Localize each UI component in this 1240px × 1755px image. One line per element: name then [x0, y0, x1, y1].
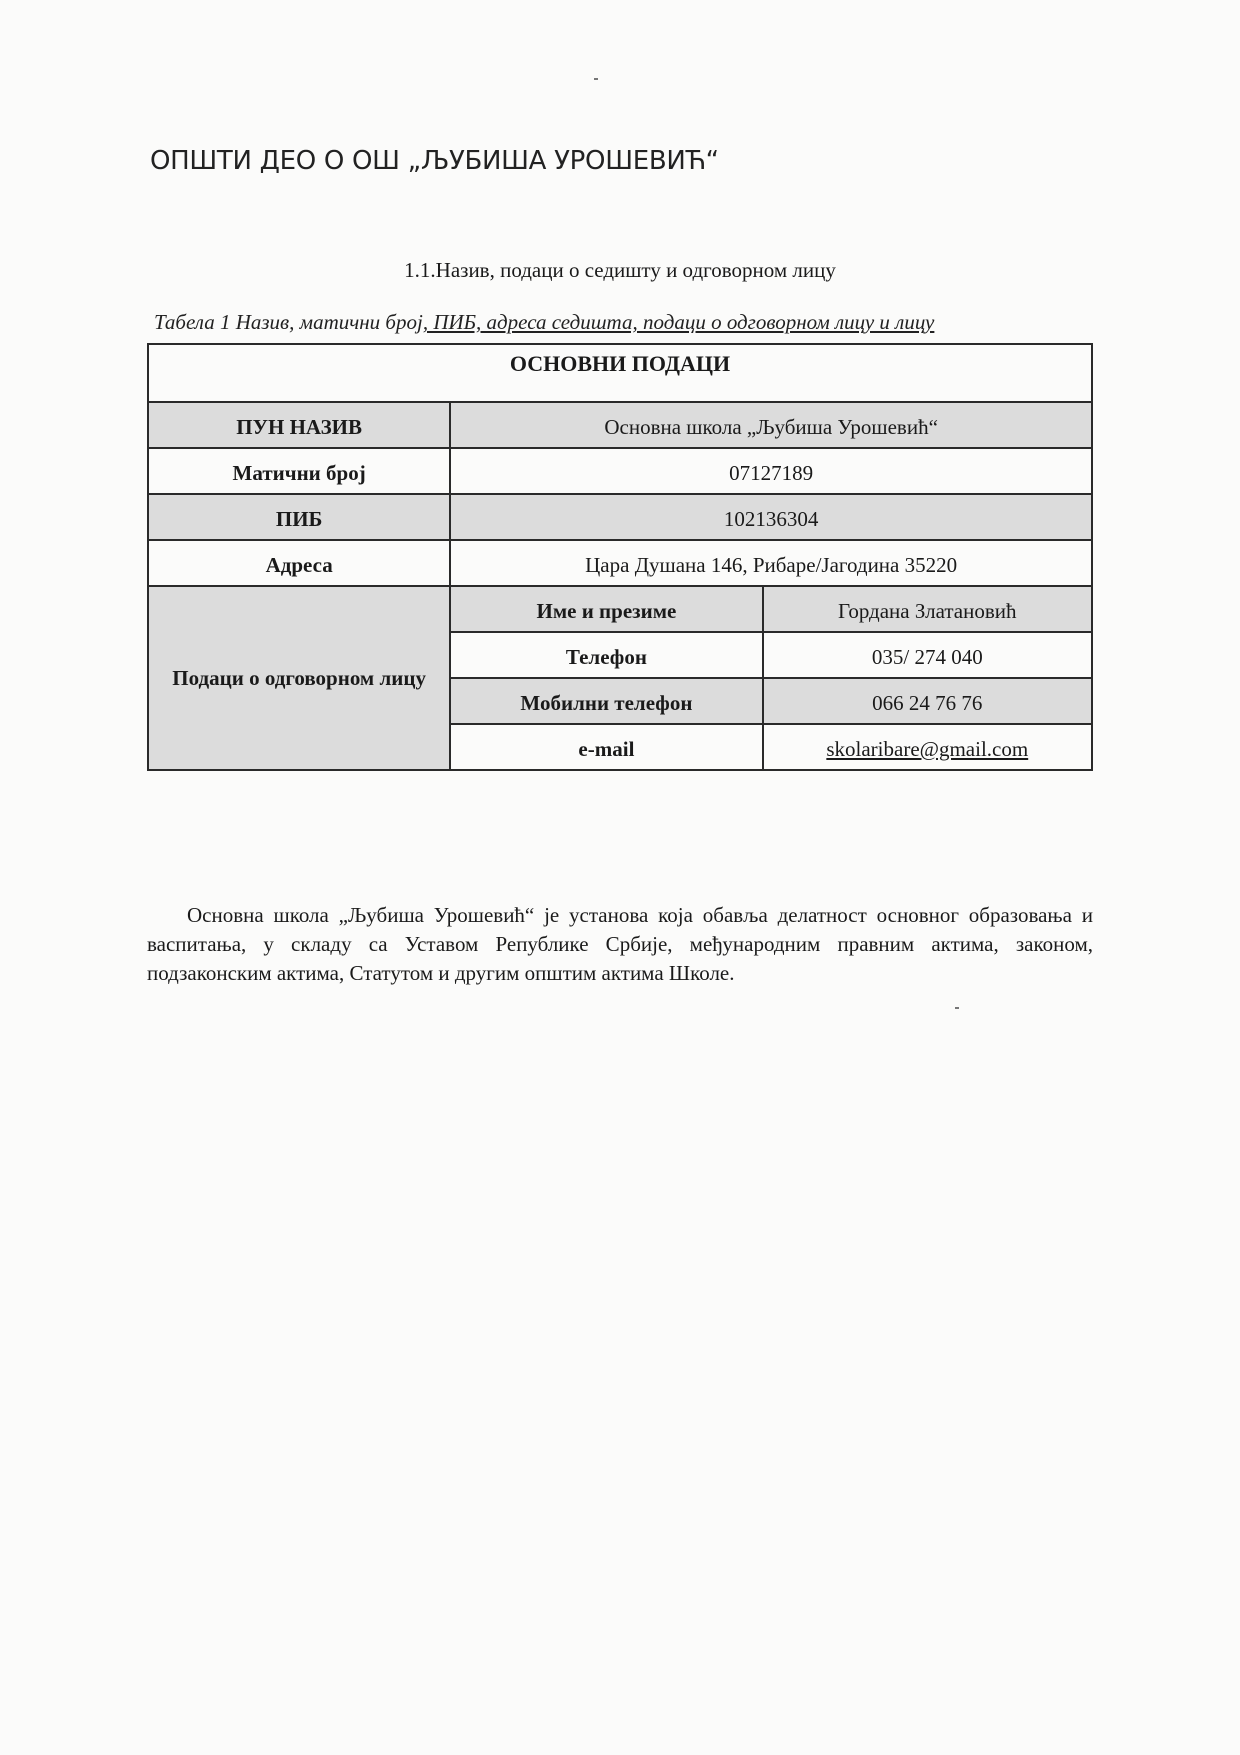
table-row: [148, 540, 1092, 586]
scan-speck: [955, 1007, 959, 1009]
contact-email-value: [763, 724, 1092, 770]
basic-data-table: [147, 343, 1093, 771]
table-header: ОСНОВНИ ПОДАЦИ: [148, 344, 1092, 402]
document-heading: ОПШТИ ДЕО О ОШ „ЉУБИША УРОШЕВИЋ“: [150, 146, 719, 176]
reg-number-label: Матични број: [148, 448, 450, 494]
contact-person-label: Подаци о одговорном лицу: [148, 586, 450, 770]
table-caption-underlined: ј, ПИБ, адреса седишта, подаци о одговорном лицу и лицу: [416, 310, 935, 334]
table-caption: [154, 310, 1094, 338]
contact-email-label: e-mail: [450, 724, 762, 770]
section-title: 1.1.Назив, подаци о седишту и одговорном лицу: [404, 258, 836, 282]
table-row: [148, 494, 1092, 540]
contact-name-value: Гордана Златановић: [763, 586, 1092, 632]
table-row: [148, 586, 1092, 632]
contact-phone-label: Телефон: [450, 632, 762, 678]
contact-mobile-label: Мобилни телефон: [450, 678, 762, 724]
table-row: [148, 402, 1092, 448]
full-name-label: ПУН НАЗИВ: [148, 402, 450, 448]
table-caption-plain: Табела 1 Назив, матични бро: [154, 310, 417, 334]
email-link[interactable]: skolaribare@gmail.com: [826, 737, 1029, 761]
pib-value: 102136304: [450, 494, 1092, 540]
scan-speck: [594, 78, 598, 80]
contact-phone-value: 035/ 274 040: [763, 632, 1092, 678]
contact-mobile-value: 066 24 76 76: [763, 678, 1092, 724]
contact-name-label: Име и презиме: [450, 586, 762, 632]
reg-number-value: 07127189: [450, 448, 1092, 494]
address-label: Адреса: [148, 540, 450, 586]
full-name-value: Основна школа „Љубиша Урошевић“: [450, 402, 1092, 448]
body-paragraph: Основна школа „Љубиша Урошевић“ је установа која обавља делатност основног образовања и васпитања, у складу са Уставом Републике Србије, међународним правним актима, законом, подзаконским актима, Статутом и другим општим актима Школе.: [147, 903, 1093, 985]
table-row: [148, 448, 1092, 494]
address-value: Цара Душана 146, Рибаре/Јагодина 35220: [450, 540, 1092, 586]
pib-label: ПИБ: [148, 494, 450, 540]
